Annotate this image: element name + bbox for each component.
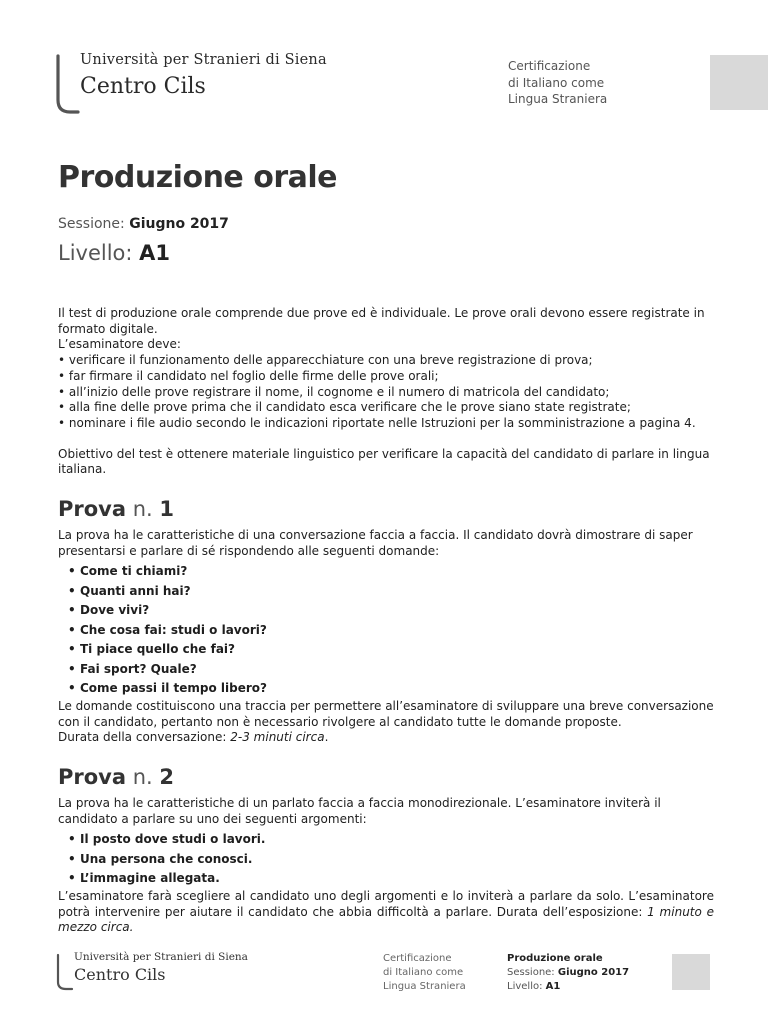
prova-1-heading: Prova n. 1 bbox=[58, 497, 175, 522]
certification-label: Certificazione di Italiano come Lingua Straniera bbox=[508, 59, 608, 106]
logo-university-name: Università per Stranieri di Siena bbox=[80, 52, 327, 68]
footer-certification-label: Certificazione di Italiano come Lingua Straniera bbox=[383, 953, 466, 992]
list-item: • Il posto dove studi o lavori. bbox=[58, 830, 714, 850]
level-value: A1 bbox=[139, 241, 171, 265]
logo-mark-icon bbox=[52, 54, 80, 114]
list-item: • far firmare il candidato nel foglio delle firme delle prove orali; bbox=[58, 369, 714, 385]
list-item: • nominare i file audio secondo le indicazioni riportate nelle Istruzioni per la somministrazione a pagina 4. bbox=[58, 416, 714, 432]
prova-1-description: La prova ha le caratteristiche di una conversazione faccia a faccia. Il candidato dovrà dimostrare di saper presentarsi e parlare di sé rispondendo alle seguenti domande: bbox=[58, 528, 693, 558]
footer-document-info: Produzione orale Sessione: Giugno 2017 Livello: A1 bbox=[507, 953, 630, 992]
prova-1-duration: Durata della conversazione: 2-3 minuti circa. bbox=[58, 730, 329, 745]
level-line: Livello: A1 bbox=[58, 241, 171, 265]
prova-2-heading: Prova n. 2 bbox=[58, 765, 175, 790]
list-item: • Dove vivi? bbox=[58, 601, 714, 621]
list-item: • Quanti anni hai? bbox=[58, 582, 714, 602]
footer-doc-title: Produzione orale bbox=[507, 953, 603, 964]
footer-logo-centro-name: Centro Cils bbox=[74, 965, 166, 984]
list-item: • verificare il funzionamento delle apparecchiature con una breve registrazione di prova; bbox=[58, 353, 714, 369]
list-item: • Come passi il tempo libero? bbox=[58, 679, 714, 699]
header-grey-box bbox=[710, 55, 768, 110]
examiner-duties-list bbox=[58, 353, 714, 432]
document-body bbox=[58, 306, 714, 936]
page-title: Produzione orale bbox=[58, 160, 338, 195]
footer-logo-mark-icon bbox=[54, 953, 74, 991]
prova-2-description: La prova ha le caratteristiche di un parlato faccia a faccia monodirezionale. L’esaminatore inviterà il candidato a parlare su uno dei seguenti argomenti: bbox=[58, 796, 661, 826]
prova-1-questions bbox=[58, 562, 714, 699]
logo-centro-name: Centro Cils bbox=[80, 74, 206, 99]
list-item: • Una persona che conosci. bbox=[58, 850, 714, 870]
list-item: • alla fine delle prove prima che il candidato esca verificare che le prove siano state registrate; bbox=[58, 400, 714, 416]
list-item: • Ti piace quello che fai? bbox=[58, 640, 714, 660]
list-item: • Che cosa fai: studi o lavori? bbox=[58, 621, 714, 641]
footer-logo-university-name: Università per Stranieri di Siena bbox=[74, 951, 248, 963]
prova-2-topics bbox=[58, 830, 714, 889]
prova-2-note: L’esaminatore farà scegliere al candidato uno degli argomenti e lo inviterà a parlare da solo. L’esaminatore potrà intervenire per aiutare il candidato che abbia difficoltà a parlare. Durata dell’esposizione: 1 minuto e mezzo circa. bbox=[58, 888, 714, 935]
list-item: • L’immagine allegata. bbox=[58, 869, 714, 889]
objective-paragraph: Obiettivo del test è ottenere materiale linguistico per verificare la capacità del candidato di parlare in lingua italiana. bbox=[58, 446, 710, 477]
session-line: Sessione: Giugno 2017 bbox=[58, 216, 229, 232]
prova-1-note: Le domande costituiscono una traccia per permettere all’esaminatore di sviluppare una breve conversazione con il candidato, pertanto non è necessario rivolgere al candidato tutte le domande proposte. bbox=[58, 698, 714, 729]
session-value: Giugno 2017 bbox=[129, 216, 229, 232]
intro-paragraph: Il test di produzione orale comprende due prove ed è individuale. Le prove orali devono essere registrate in formato digitale. bbox=[58, 306, 705, 336]
footer-grey-box bbox=[672, 954, 710, 990]
footer-university-logo bbox=[54, 951, 284, 991]
list-item: • Come ti chiami? bbox=[58, 562, 714, 582]
examiner-label: L’esaminatore deve: bbox=[58, 337, 181, 352]
list-item: • all’inizio delle prove registrare il nome, il cognome e il numero di matricola del candidato; bbox=[58, 385, 714, 401]
list-item: • Fai sport? Quale? bbox=[58, 660, 714, 680]
university-logo bbox=[52, 50, 382, 114]
